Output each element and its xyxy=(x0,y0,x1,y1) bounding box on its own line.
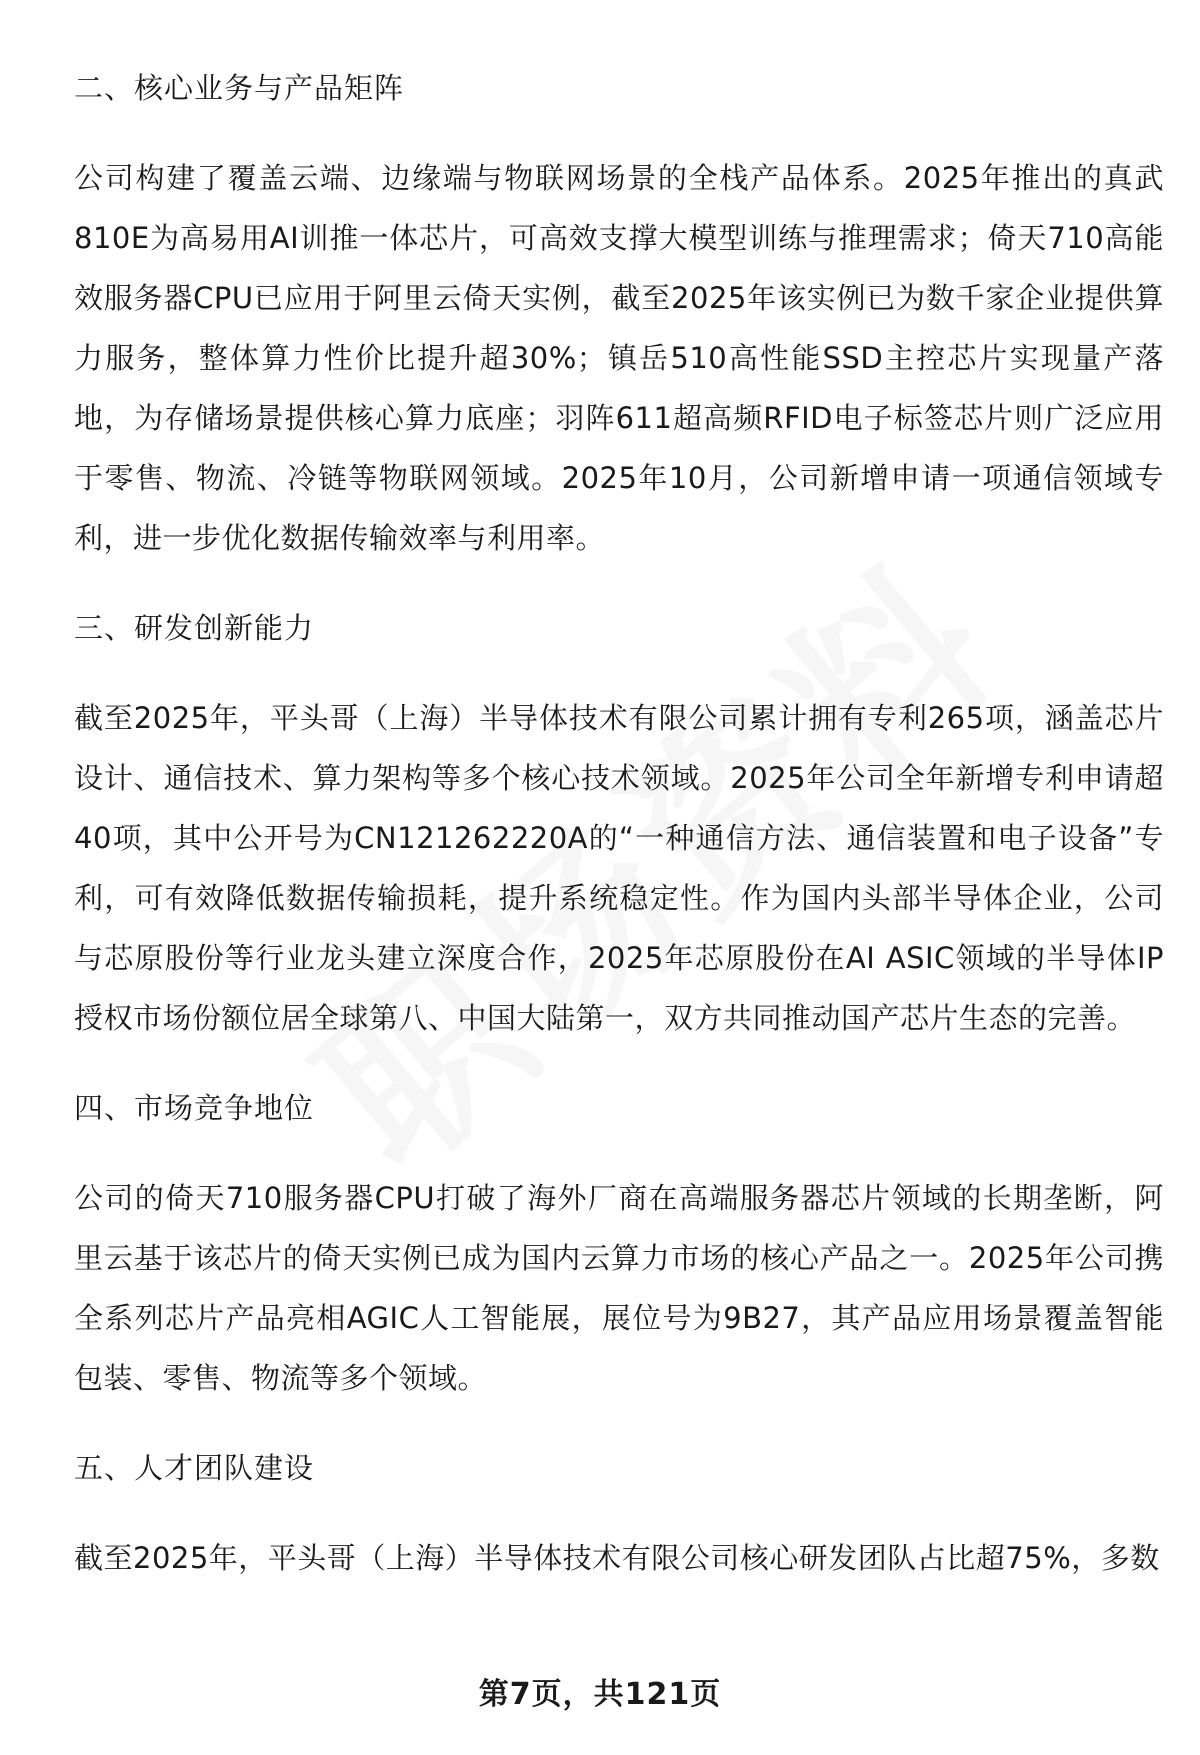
section-body-core-business: 公司构建了覆盖云端、边缘端与物联网场景的全栈产品体系。2025年推出的真武810E为高易用AI训推一体芯片，可高效支撑大模型训练与推理需求；倚天710高能效服务器CPU已应用于阿里云倚天实例，截至2025年该实例已为数千家企业提供算力服务，整体算力性价比提升超30%；镇岳510高性能SSD主控芯片实现量产落地，为存储场景提供核心算力底座；羽阵611超高频RFID电子标签芯片则广泛应用于零售、物流、冷链等物联网领域。2025年10月，公司新增申请一项通信领域专利，进一步优化数据传输效率与利用率。 xyxy=(74,161,1164,555)
document-content xyxy=(74,58,1164,1618)
section-body-rnd: 截至2025年，平头哥（上海）半导体技术有限公司累计拥有专利265项，涵盖芯片设计、通信技术、算力架构等多个核心技术领域。2025年公司全年新增专利申请超40项，其中公开号为CN121262220A的“一种通信方法、通信装置和电子设备”专利，可有效降低数据传输损耗，提升系统稳定性。作为国内头部半导体企业，公司与芯原股份等行业龙头建立深度合作，2025年芯原股份在AI ASIC领域的半导体IP授权市场份额位居全球第八、中国大陆第一，双方共同推动国产芯片生态的完善。 xyxy=(74,701,1164,1035)
section-body-market-position: 公司的倚天710服务器CPU打破了海外厂商在高端服务器芯片领域的长期垄断，阿里云基于该芯片的倚天实例已成为国内云算力市场的核心产品之一。2025年公司携全系列芯片产品亮相AGIC人工智能展，展位号为9B27，其产品应用场景覆盖智能包装、零售、物流等多个领域。 xyxy=(74,1181,1164,1395)
section-heading-market-position: 四、市场竞争地位 xyxy=(74,1091,315,1125)
section-heading-core-business: 二、核心业务与产品矩阵 xyxy=(74,71,405,105)
page-number-footer: 第7页，共121页 xyxy=(478,1677,722,1712)
section-heading-rnd: 三、研发创新能力 xyxy=(74,611,315,645)
section-body-talent: 截至2025年，平头哥（上海）半导体技术有限公司核心研发团队占比超75%，多数 xyxy=(74,1541,1160,1575)
section-heading-talent: 五、人才团队建设 xyxy=(74,1451,315,1485)
